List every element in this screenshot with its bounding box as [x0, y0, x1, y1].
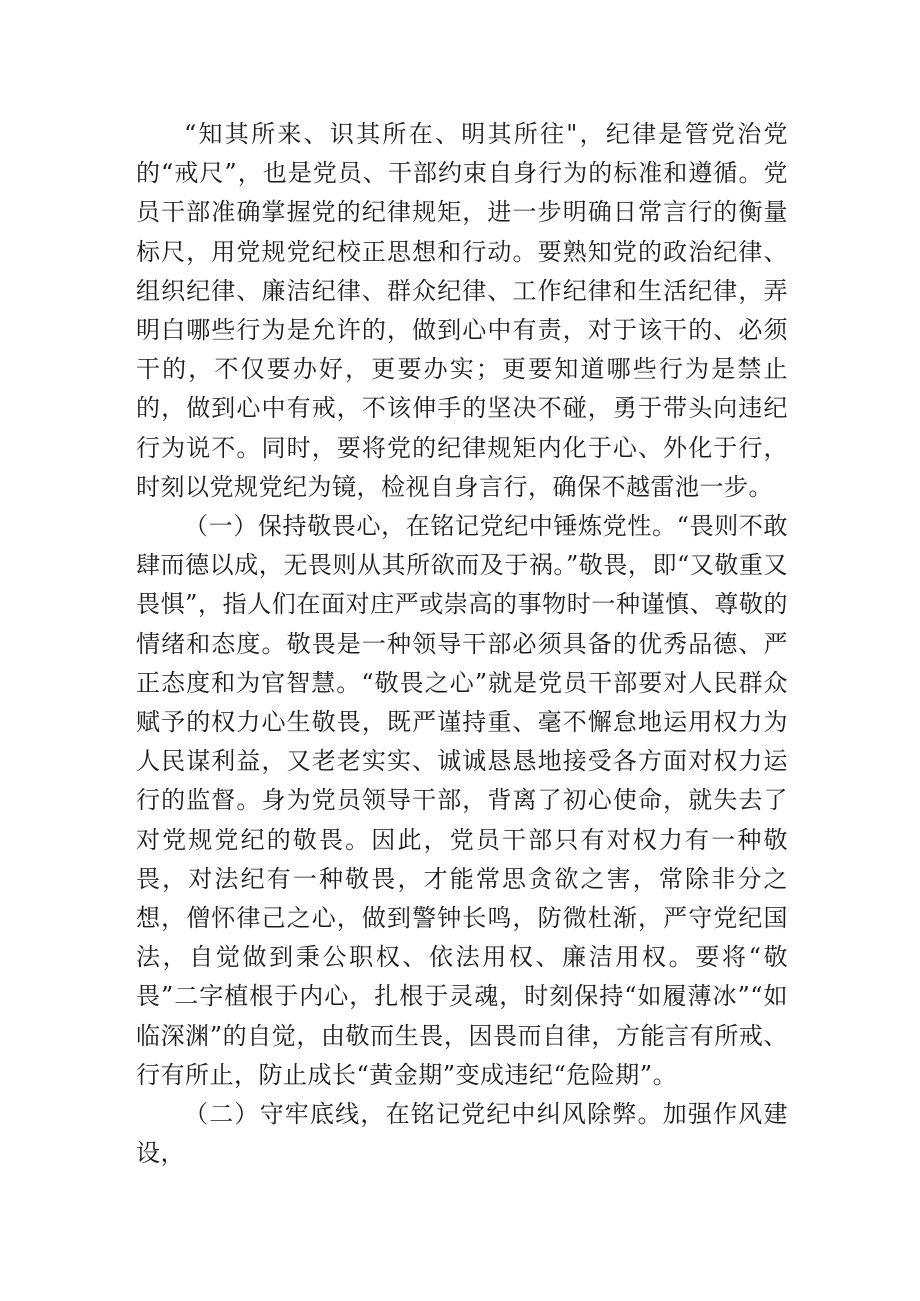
- paragraph-section-one-reverence: （一）保持敬畏心，在铭记党纪中锤炼党性。“畏则不敢肆而德以成，无畏则从其所欲而及于祸。”敬畏，即“又敬重又畏惧”，指人们在面对庄严或崇高的事物时一种谨慎、尊敬的情绪和态度。敬畏是一种领导干部必须具备的优秀品德、严正态度和为官智慧。“敬畏之心”就是党员干部要对人民群众赋予的权力心生敬畏，既严谨持重、毫不懈怠地运用权力为人民谋利益，又老老实实、诚诚恳恳地接受各方面对权力运行的监督。身为党员领导干部，背离了初心使命，就失去了对党规党纪的敬畏。因此，党员干部只有对权力有一种敬畏，对法纪有一种敬畏，才能常思贪欲之害，常除非分之想，僧怀律己之心，做到警钟长鸣，防微杜渐，严守党纪国法，自觉做到秉公职权、依法用权、廉洁用权。要将“敬畏”二字植根于内心，扎根于灵魂，时刻保持“如履薄冰”“如临深渊”的自觉，由敬而生畏，因畏而自律，方能言有所戒、行有所止，防止成长“黄金期”变成违纪“危险期”。: [136, 512, 788, 1089]
- paragraph-discipline-intro: “知其所来、识其所在、明其所往"，纪律是管党治党的“戒尺”，也是党员、干部约束自身行为的标准和遵循。党员干部准确掌握党的纪律规矩，进一步明确日常言行的衡量标尺，用党规党纪校正思想和行动。要熟知党的政治纪律、组织纪律、廉洁纪律、群众纪律、工作纪律和生活纪律，弄明白哪些行为是允许的，做到心中有责，对于该干的、必须干的，不仅要办好，更要办实；更要知道哪些行为是禁止的，做到心中有戒，不该伸手的坚决不碰，勇于带头向违纪行为说不。同时，要将党的纪律规矩内化于心、外化于行，时刻以党规党纪为镜，检视自身言行，确保不越雷池一步。: [136, 120, 788, 501]
- paragraph-section-two-bottom-line: （二）守牢底线，在铭记党纪中纠风除弊。加强作风建设，: [136, 1100, 788, 1168]
- document-body: [136, 115, 788, 1173]
